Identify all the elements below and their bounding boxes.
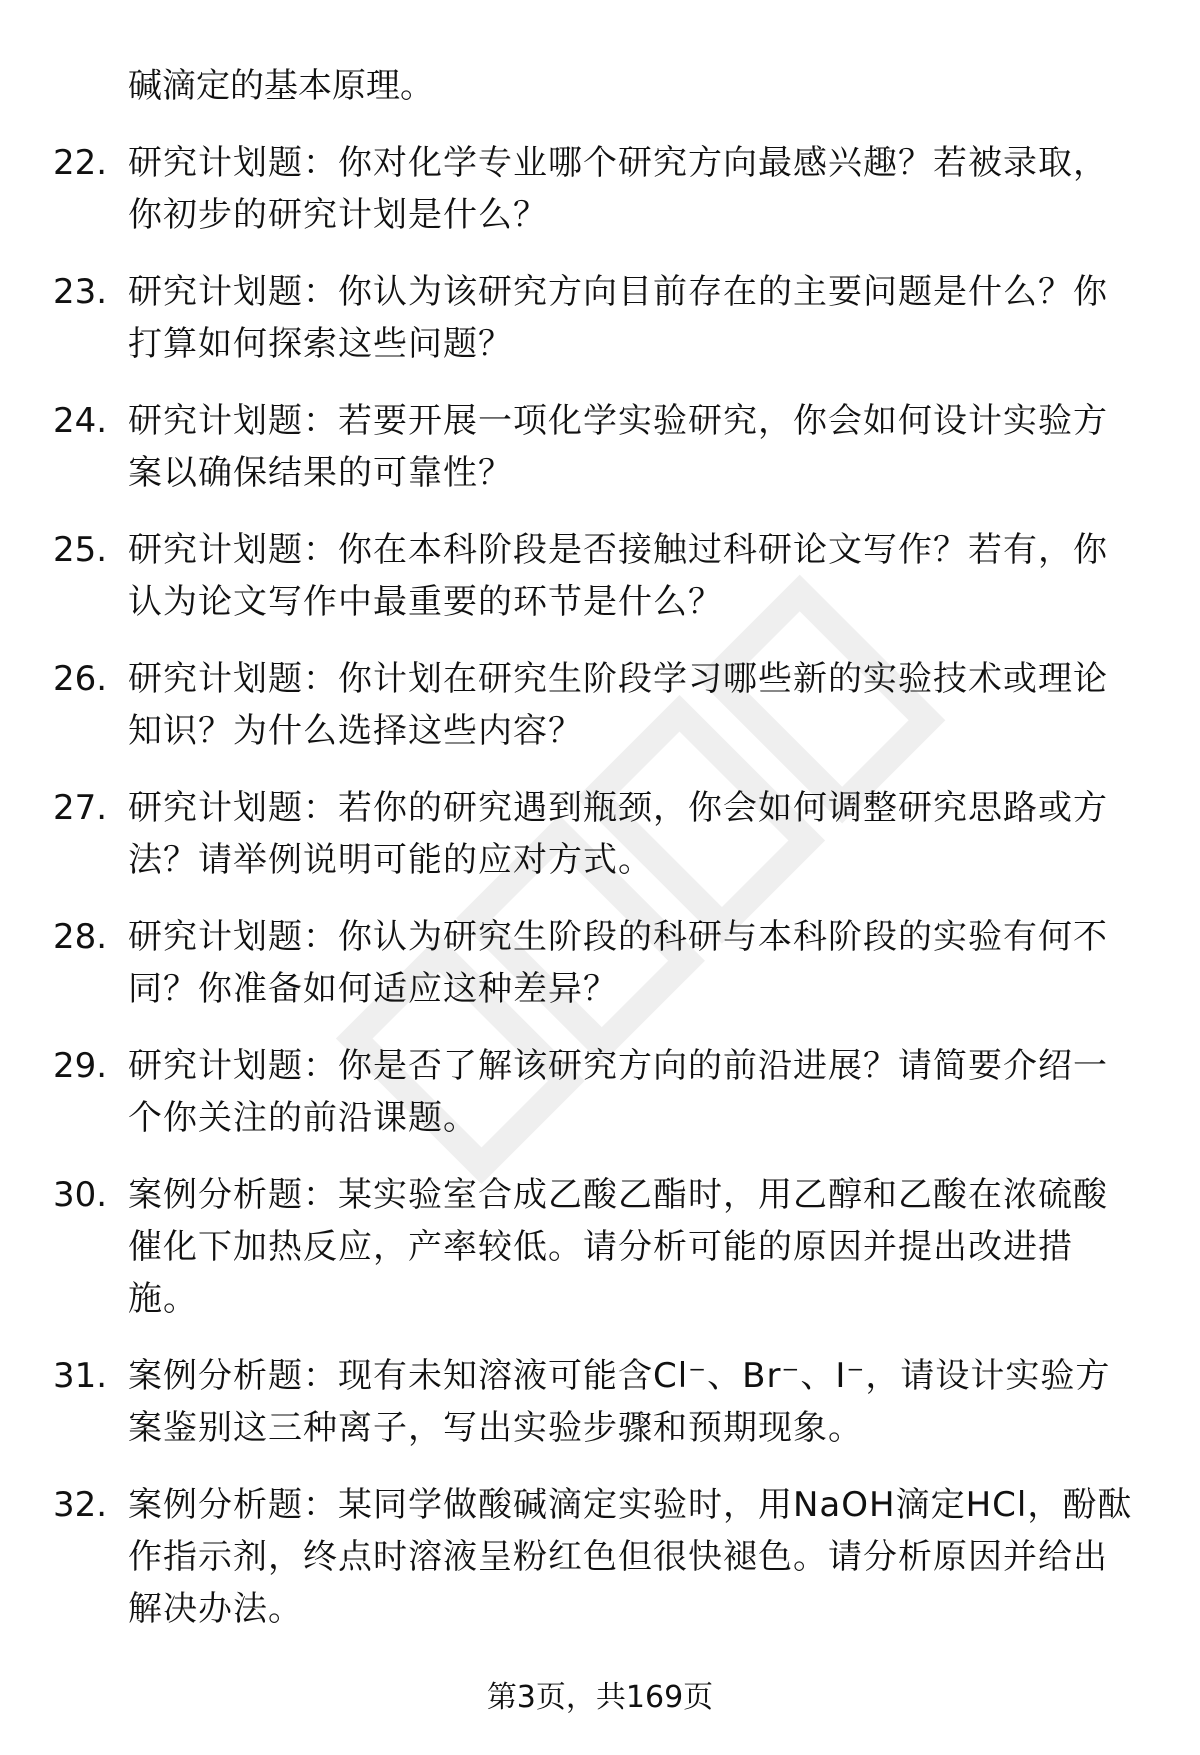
page-footer: 第3页，共169页 (486, 1680, 714, 1715)
question-number: 31. (53, 1356, 108, 1396)
continuation-text: 碱滴定的基本原理。 (128, 66, 434, 106)
question-text: 研究计划题：你对化学专业哪个研究方向最感兴趣？若被录取，你初步的研究计划是什么？ (128, 143, 1108, 235)
question-item (0, 782, 1200, 886)
question-number: 28. (53, 917, 108, 957)
question-text: 研究计划题：你计划在研究生阶段学习哪些新的实验技术或理论知识？为什么选择这些内容？ (128, 659, 1108, 751)
question-number: 27. (53, 788, 108, 828)
question-number: 24. (53, 401, 108, 441)
question-list (0, 137, 1200, 1660)
question-number: 26. (53, 659, 108, 699)
question-number: 22. (53, 143, 108, 183)
question-item (0, 911, 1200, 1015)
question-item (0, 1040, 1200, 1144)
question-number: 32. (53, 1485, 108, 1525)
question-text: 研究计划题：你在本科阶段是否接触过科研论文写作？若有，你认为论文写作中最重要的环节是什么？ (128, 530, 1108, 622)
question-item (0, 266, 1200, 370)
question-item (0, 395, 1200, 499)
question-text: 研究计划题：若你的研究遇到瓶颈，你会如何调整研究思路或方法？请举例说明可能的应对方式。 (128, 788, 1108, 880)
question-item (0, 137, 1200, 241)
question-text: 研究计划题：你认为该研究方向目前存在的主要问题是什么？你打算如何探索这些问题？ (128, 272, 1108, 364)
question-item (0, 653, 1200, 757)
question-item (0, 524, 1200, 628)
question-number: 30. (53, 1175, 108, 1215)
question-item (0, 1479, 1200, 1635)
question-text: 案例分析题：现有未知溶液可能含Cl⁻、Br⁻、I⁻，请设计实验方案鉴别这三种离子，写出实验步骤和预期现象。 (128, 1356, 1111, 1448)
question-text: 研究计划题：若要开展一项化学实验研究，你会如何设计实验方案以确保结果的可靠性？ (128, 401, 1108, 493)
question-item (0, 1350, 1200, 1454)
question-number: 23. (53, 272, 108, 312)
question-text: 研究计划题：你认为研究生阶段的科研与本科阶段的实验有何不同？你准备如何适应这种差异？ (128, 917, 1108, 1009)
question-text: 研究计划题：你是否了解该研究方向的前沿进展？请简要介绍一个你关注的前沿课题。 (128, 1046, 1108, 1138)
question-text: 案例分析题：某同学做酸碱滴定实验时，用NaOH滴定HCl，酚酞作指示剂，终点时溶液呈粉红色但很快褪色。请分析原因并给出解决办法。 (128, 1485, 1133, 1629)
question-text: 案例分析题：某实验室合成乙酸乙酯时，用乙醇和乙酸在浓硫酸催化下加热反应，产率较低。请分析可能的原因并提出改进措施。 (128, 1175, 1108, 1319)
question-number: 29. (53, 1046, 108, 1086)
question-item (0, 1169, 1200, 1325)
question-number: 25. (53, 530, 108, 570)
